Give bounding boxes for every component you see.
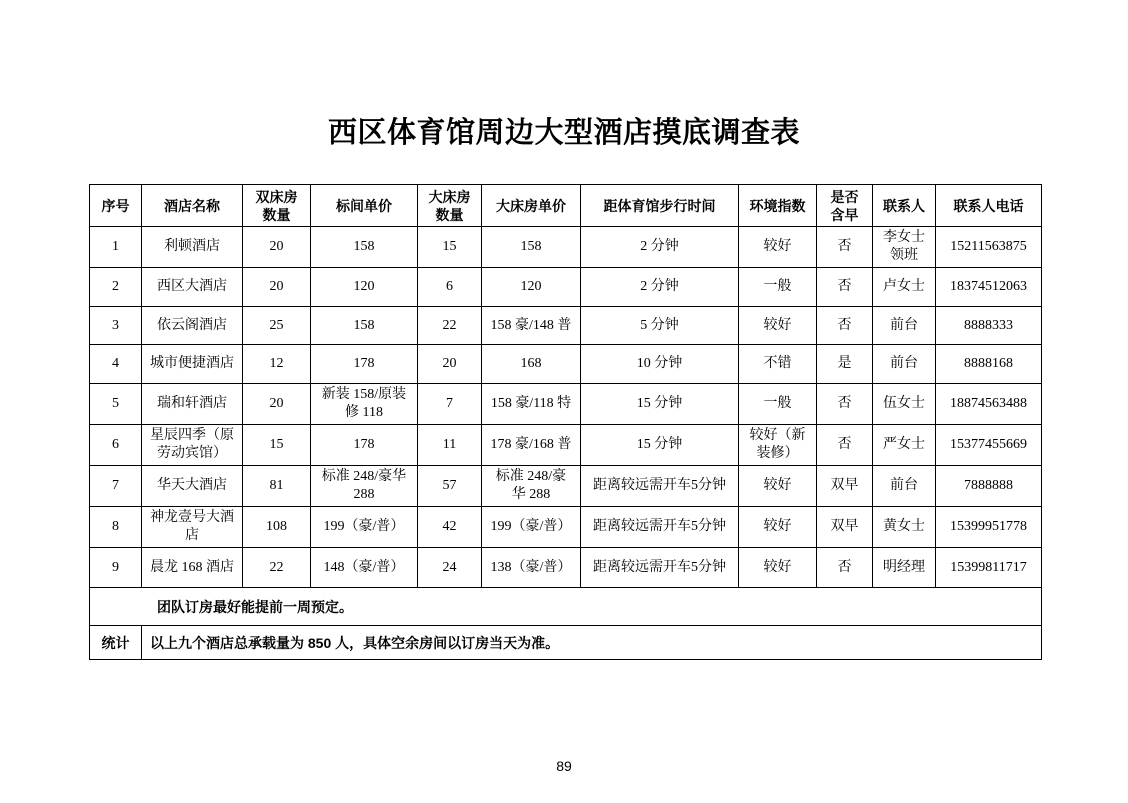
- cell-walk-time: 2 分钟: [581, 227, 739, 268]
- cell-king-price: 标准 248/豪华 288: [482, 466, 581, 507]
- cell-twin-count: 12: [243, 345, 311, 384]
- cell-twin-count: 22: [243, 548, 311, 588]
- cell-twin-price: 标准 248/豪华 288: [311, 466, 418, 507]
- summary-row: [90, 626, 1042, 660]
- cell-king-count: 24: [418, 548, 482, 588]
- cell-king-count: 57: [418, 466, 482, 507]
- cell-twin-count: 25: [243, 307, 311, 345]
- cell-hotel-name: 华天大酒店: [142, 466, 243, 507]
- cell-walk-time: 2 分钟: [581, 268, 739, 307]
- cell-seq: 1: [90, 227, 142, 268]
- cell-breakfast: 否: [817, 425, 873, 466]
- header-contact: 联系人: [873, 185, 936, 227]
- cell-seq: 3: [90, 307, 142, 345]
- table-row: [90, 548, 1042, 588]
- cell-contact: 前台: [873, 307, 936, 345]
- cell-walk-time: 距离较远需开车5分钟: [581, 548, 739, 588]
- cell-phone: 18874563488: [936, 384, 1042, 425]
- cell-environment: 一般: [739, 384, 817, 425]
- cell-twin-price: 148（豪/普）: [311, 548, 418, 588]
- cell-phone: 15377455669: [936, 425, 1042, 466]
- cell-twin-price: 158: [311, 307, 418, 345]
- cell-environment: 较好: [739, 507, 817, 548]
- cell-environment: 较好: [739, 466, 817, 507]
- cell-seq: 4: [90, 345, 142, 384]
- cell-twin-count: 81: [243, 466, 311, 507]
- header-environment: 环境指数: [739, 185, 817, 227]
- cell-hotel-name: 依云阁酒店: [142, 307, 243, 345]
- header-walk-time: 距体育馆步行时间: [581, 185, 739, 227]
- table-row: [90, 425, 1042, 466]
- cell-twin-count: 20: [243, 384, 311, 425]
- cell-contact: 伍女士: [873, 384, 936, 425]
- table-row: [90, 227, 1042, 268]
- document-title: 西区体育馆周边大型酒店摸底调查表: [327, 117, 800, 149]
- cell-walk-time: 15 分钟: [581, 384, 739, 425]
- cell-king-price: 158 豪/148 普: [482, 307, 581, 345]
- cell-environment: 较好: [739, 227, 817, 268]
- cell-contact: 黄女士: [873, 507, 936, 548]
- cell-twin-price: 199（豪/普）: [311, 507, 418, 548]
- cell-king-count: 20: [418, 345, 482, 384]
- cell-breakfast: 否: [817, 384, 873, 425]
- cell-king-count: 6: [418, 268, 482, 307]
- cell-seq: 5: [90, 384, 142, 425]
- table-row: [90, 466, 1042, 507]
- cell-twin-price: 158: [311, 227, 418, 268]
- cell-breakfast: 双早: [817, 466, 873, 507]
- hotel-survey-table: [89, 184, 1042, 660]
- cell-phone: 15211563875: [936, 227, 1042, 268]
- header-king-price: 大床房单价: [482, 185, 581, 227]
- cell-twin-count: 20: [243, 268, 311, 307]
- cell-king-price: 158 豪/118 特: [482, 384, 581, 425]
- header-breakfast: 是否含早: [817, 185, 873, 227]
- cell-contact: 前台: [873, 345, 936, 384]
- cell-twin-count: 108: [243, 507, 311, 548]
- cell-walk-time: 10 分钟: [581, 345, 739, 384]
- cell-twin-price: 178: [311, 425, 418, 466]
- cell-king-price: 138（豪/普）: [482, 548, 581, 588]
- cell-seq: 9: [90, 548, 142, 588]
- header-phone: 联系人电话: [936, 185, 1042, 227]
- cell-contact: 卢女士: [873, 268, 936, 307]
- table-row: [90, 345, 1042, 384]
- cell-twin-price: 120: [311, 268, 418, 307]
- header-king-count: 大床房数量: [418, 185, 482, 227]
- cell-king-price: 199（豪/普）: [482, 507, 581, 548]
- header-hotel-name: 酒店名称: [142, 185, 243, 227]
- cell-environment: 较好: [739, 548, 817, 588]
- cell-hotel-name: 利顿酒店: [142, 227, 243, 268]
- cell-walk-time: 15 分钟: [581, 425, 739, 466]
- cell-environment: 一般: [739, 268, 817, 307]
- cell-environment: 较好（新装修）: [739, 425, 817, 466]
- cell-king-price: 120: [482, 268, 581, 307]
- cell-seq: 6: [90, 425, 142, 466]
- cell-environment: 较好: [739, 307, 817, 345]
- cell-king-count: 42: [418, 507, 482, 548]
- cell-king-count: 15: [418, 227, 482, 268]
- cell-hotel-name: 城市便捷酒店: [142, 345, 243, 384]
- cell-breakfast: 否: [817, 227, 873, 268]
- cell-seq: 8: [90, 507, 142, 548]
- summary-text: 以上九个酒店总承载量为 850 人，具体空余房间以订房当天为准。: [142, 626, 1042, 660]
- page-number: 89: [556, 758, 572, 774]
- cell-breakfast: 否: [817, 548, 873, 588]
- cell-phone: 15399951778: [936, 507, 1042, 548]
- cell-hotel-name: 星辰四季（原劳动宾馆）: [142, 425, 243, 466]
- cell-walk-time: 距离较远需开车5分钟: [581, 507, 739, 548]
- cell-king-price: 158: [482, 227, 581, 268]
- cell-twin-price: 新装 158/原装修 118: [311, 384, 418, 425]
- cell-king-price: 178 豪/168 普: [482, 425, 581, 466]
- cell-twin-count: 15: [243, 425, 311, 466]
- cell-seq: 2: [90, 268, 142, 307]
- table-row: [90, 384, 1042, 425]
- cell-phone: 8888333: [936, 307, 1042, 345]
- table-header-row: [90, 185, 1042, 227]
- cell-seq: 7: [90, 466, 142, 507]
- cell-walk-time: 距离较远需开车5分钟: [581, 466, 739, 507]
- summary-label: 统计: [90, 626, 142, 660]
- cell-contact: 严女士: [873, 425, 936, 466]
- cell-walk-time: 5 分钟: [581, 307, 739, 345]
- table-row: [90, 268, 1042, 307]
- cell-king-price: 168: [482, 345, 581, 384]
- header-twin-count: 双床房数量: [243, 185, 311, 227]
- table-row: [90, 307, 1042, 345]
- cell-phone: 7888888: [936, 466, 1042, 507]
- cell-phone: 18374512063: [936, 268, 1042, 307]
- cell-phone: 8888168: [936, 345, 1042, 384]
- cell-hotel-name: 晨龙 168 酒店: [142, 548, 243, 588]
- header-twin-price: 标间单价: [311, 185, 418, 227]
- cell-twin-price: 178: [311, 345, 418, 384]
- cell-breakfast: 双早: [817, 507, 873, 548]
- header-seq: 序号: [90, 185, 142, 227]
- booking-note: 团队订房最好能提前一周预定。: [90, 588, 1042, 626]
- cell-hotel-name: 神龙壹号大酒店: [142, 507, 243, 548]
- cell-environment: 不错: [739, 345, 817, 384]
- cell-king-count: 7: [418, 384, 482, 425]
- cell-contact: 明经理: [873, 548, 936, 588]
- cell-breakfast: 是: [817, 345, 873, 384]
- cell-breakfast: 否: [817, 307, 873, 345]
- cell-breakfast: 否: [817, 268, 873, 307]
- cell-hotel-name: 西区大酒店: [142, 268, 243, 307]
- cell-twin-count: 20: [243, 227, 311, 268]
- table-row: [90, 507, 1042, 548]
- note-row: [90, 588, 1042, 626]
- cell-king-count: 11: [418, 425, 482, 466]
- cell-contact: 李女士领班: [873, 227, 936, 268]
- cell-king-count: 22: [418, 307, 482, 345]
- cell-phone: 15399811717: [936, 548, 1042, 588]
- cell-contact: 前台: [873, 466, 936, 507]
- cell-hotel-name: 瑞和轩酒店: [142, 384, 243, 425]
